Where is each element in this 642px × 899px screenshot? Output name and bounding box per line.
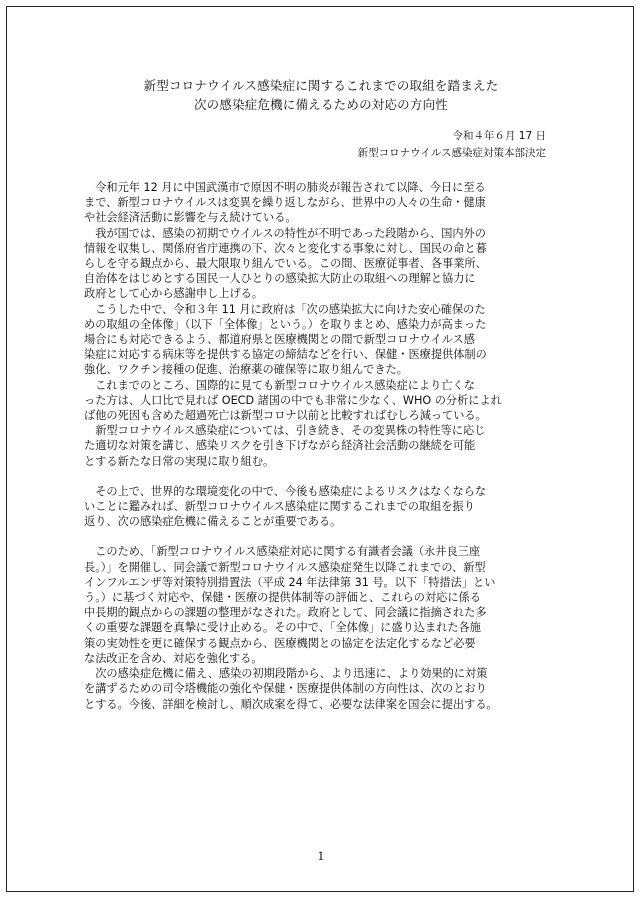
- text-line: このため、「新型コロナウイルス感染症対応に関する有識者会議（永井良三座: [84, 545, 481, 559]
- text-line: いことに鑑みれば、新型コロナウイルス感染症に関するこれまでの取組を振り: [84, 500, 475, 514]
- text-line: とする新たな日常の実現に取り組む。: [84, 454, 275, 468]
- paragraph: [84, 423, 564, 469]
- document-title: [0, 76, 642, 114]
- title-line-2: 次の感染症危機に備えるための対応の方向性: [193, 97, 448, 112]
- text-line: 場合にも対応できるよう、都道府県と医療機関との間で新型コロナウイルス感: [84, 333, 475, 347]
- text-line: 自治体をはじめとする国民一人ひとりの感染拡大防止の取組への理解と協力に: [84, 272, 476, 286]
- text-line: や社会経済活動に影響を与え続けている。: [84, 211, 297, 225]
- text-line: 染症に対応する病床等を提供する協定の締結などを行い、保健・医療提供体制の: [84, 348, 487, 362]
- paragraph-gap: [84, 529, 564, 544]
- text-line: こうした中で、令和３年 11 月に政府は「次の感染拡大に向けた安心確保のた: [84, 302, 486, 316]
- text-line: 令和元年 12 月に中国武漢市で原因不明の肺炎が報告されて以降、今日に至る: [84, 181, 486, 194]
- title-line-1: 新型コロナウイルス感染症に関するこれまでの取組を踏まえた: [143, 78, 499, 93]
- page-number: 1: [317, 850, 325, 863]
- paragraph: [84, 666, 564, 712]
- text-line: 中長期的観点からの課題の整理がなされた。政府として、同会議に指摘された多: [84, 606, 487, 620]
- text-line: ば他の死因も含めた超過死亡は新型コロナ以前と比較すればむしろ減っている。: [84, 409, 487, 423]
- paragraph: [84, 180, 564, 226]
- text-line: 新型コロナウイルス感染症については、引き続き、その変異株の特性等に応じ: [84, 424, 486, 438]
- issuing-body: 新型コロナウイルス感染症対策本部決定: [357, 147, 546, 159]
- paragraph: [84, 484, 564, 530]
- paragraph-gap: [84, 469, 564, 484]
- text-line: その上で、世界的な環境変化の中で、今後も感染症によるリスクはなくならな: [84, 484, 487, 498]
- dateline: [358, 128, 546, 162]
- text-line: くの重要な課題を真摯に受け止める。その中で、「全体像」に盛り込まれた各施: [84, 621, 481, 635]
- text-line: インフルエンザ等対策特別措置法（平成 24 年法律第 31 号。以下「特措法」とい: [84, 575, 496, 589]
- text-line: 強化、ワクチン接種の促進、治療薬の確保等に取り組んできた。: [84, 363, 408, 377]
- text-line: 次の感染症危機に備え、感染の初期段階から、より迅速に、より効果的に対策: [84, 667, 488, 681]
- paragraph: [84, 544, 564, 666]
- text-line: な法改正を含め、対応を強化する。: [84, 651, 263, 665]
- text-line: とする。今後、詳細を検討し、順次成案を得て、必要な法律案を国会に提出する。: [84, 697, 498, 711]
- decision-date: 令和４年６月 17 日: [452, 130, 546, 142]
- text-line: 我が国では、感染の初期でウイルスの特性が不明であった段階から、国内外の: [84, 226, 486, 240]
- paragraph: [84, 378, 564, 424]
- text-line: を講ずるための司令塔機能の強化や保健・医療提供体制の方向性は、次のとおり: [84, 682, 487, 696]
- text-line: めの取組の全体像」（以下「全体像」という。）を取りまとめ、感染力が高まった: [84, 317, 487, 331]
- text-line: った方は、人口比で見れば OECD 諸国の中でも非常に少なく、WHO の分析によれ: [84, 393, 502, 407]
- paragraph: [84, 226, 564, 302]
- text-line: 政府として心から感謝申し上げる。: [84, 287, 264, 301]
- text-line: 長。）」を開催し、同会議で新型コロナウイルス感染症発生以降これまでの、新型: [84, 560, 486, 574]
- text-line: まで、新型コロナウイルスは変異を繰り返しながら、世界中の人々の生命・健康: [84, 196, 486, 210]
- text-line: 策の実効性を更に確保する観点から、医療機関との協定を法定化するなど必要: [84, 636, 476, 650]
- text-line: た適切な対策を講じ、感染リスクを引き下げながら経済社会活動の継続を可能: [84, 439, 476, 453]
- text-line: らしを守る観点から、最大限取り組んでいる。この間、医療従事者、各事業所、: [84, 257, 487, 271]
- document-body: [84, 180, 564, 712]
- text-line: これまでのところ、国際的に見ても新型コロナウイルス感染症により亡くな: [84, 378, 475, 392]
- text-line: う。）に基づく対応や、保健・医療の提供体制等の評価と、これらの対応に係る: [84, 591, 481, 605]
- text-line: 返り、次の感染症危機に備えることが重要である。: [84, 515, 342, 529]
- paragraph: [84, 302, 564, 378]
- text-line: 情報を収集し、関係府省庁連携の下、次々と変化する事象に対し、国民の命と暮: [84, 241, 487, 255]
